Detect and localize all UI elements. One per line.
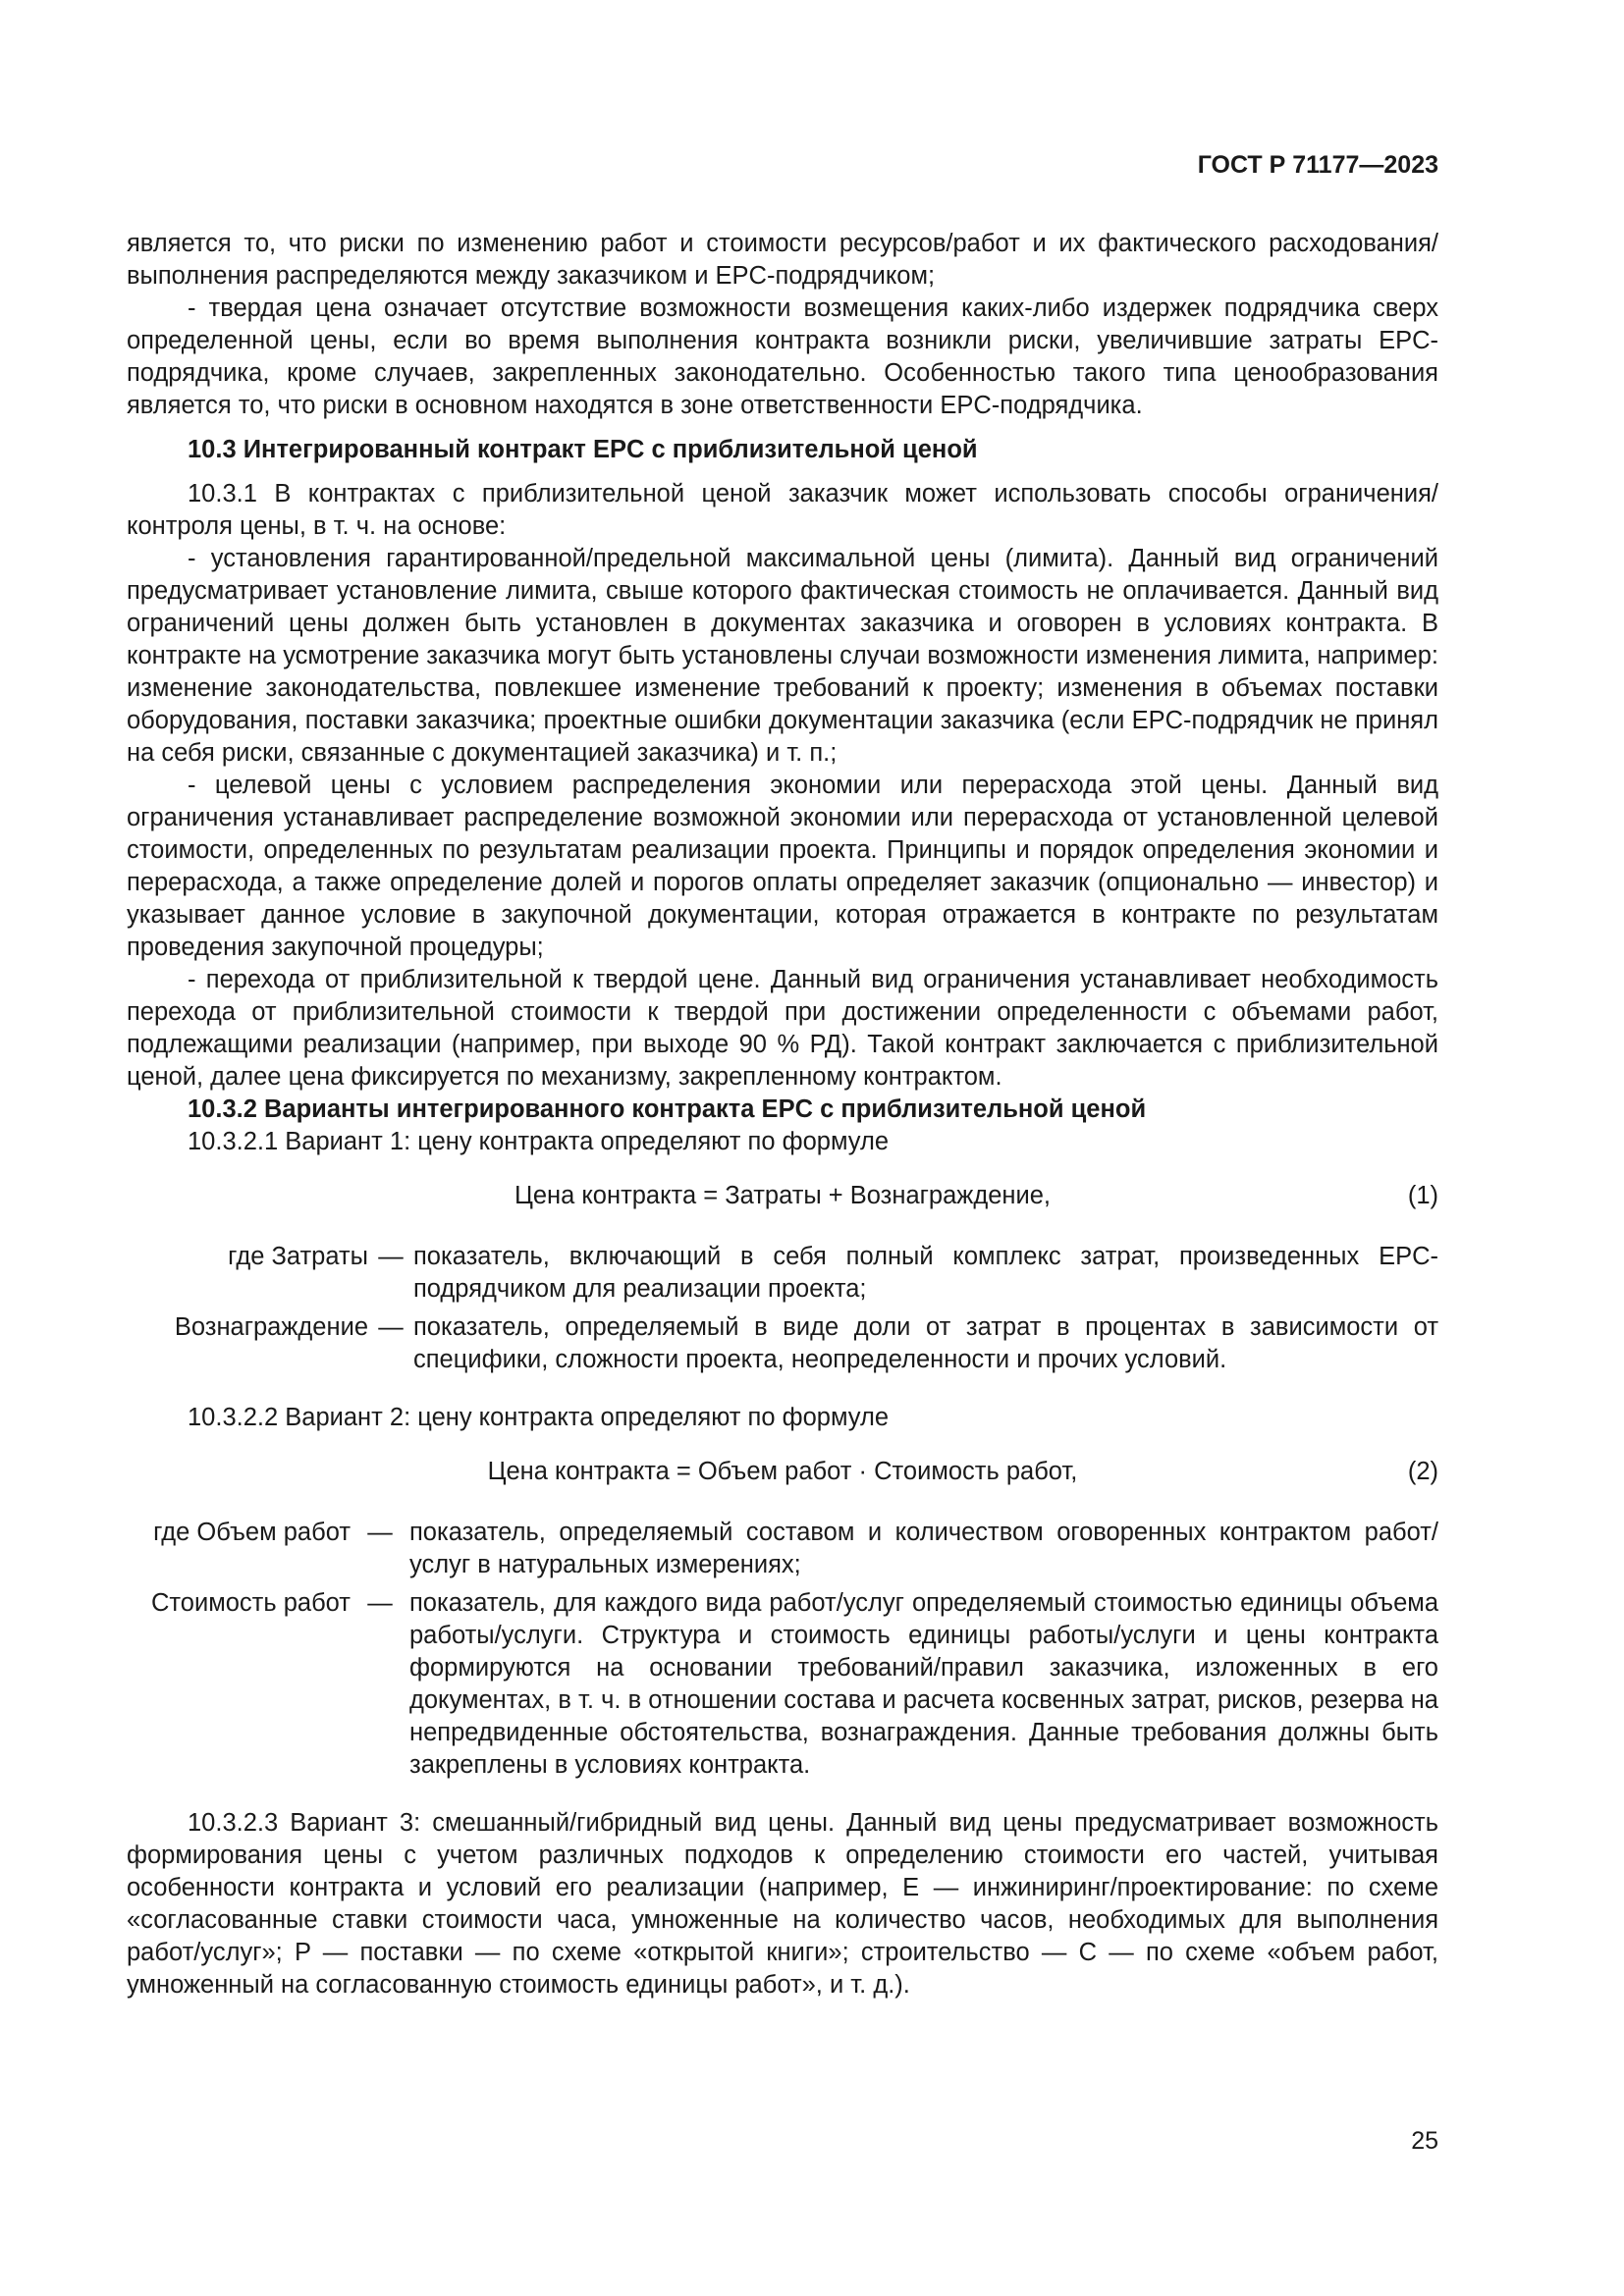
definition-text: показатель, включающий в себя полный комплекс затрат, произведенных EPC-подрядчиком для реализации проекта; (413, 1243, 1438, 1303)
spacer (127, 1788, 1438, 1807)
page-number: 25 (1411, 2127, 1438, 2155)
definition-row (127, 1241, 1438, 1306)
formula-2-definitions (127, 1517, 1438, 1782)
definition-row (127, 1517, 1438, 1581)
definition-dash: — (367, 1589, 393, 1617)
bullet-item: - целевой цены с условием распределения экономии или перерасхода этой цены. Данный вид ограничения устанавливает распределение возможной экономии или перерасхода от установленной целевой стоимости, определенных по результатам реализации проекта. Принципы и порядок определения экономии и перерасхода, а также определение долей и порогов оплаты определяет заказчик (опционально — инвестор) и указывает данное условие в закупочной документации, которая отражается в контракте по результатам проведения закупочной процедуры; (127, 772, 1438, 961)
definition-row (127, 1311, 1438, 1376)
definition-term: где Объем работ (153, 1519, 351, 1546)
definition-dash: — (378, 1313, 404, 1341)
definition-text: показатель, для каждого вида работ/услуг определяемый стоимостью единицы объема работы/услуги. Структура и стоимость единицы работы/услуги и цены контракта формируются на основании требований/правил заказчика, изложенных в его документах, в т. ч. в отношении состава и расчета косвенных затрат, рисков, резерва на непредвиденные обстоятельства, вознаграждения. Данные требования должны быть закреплены в условиях контракта. (409, 1589, 1438, 1779)
definition-text: показатель, определяемый составом и количеством оговоренных контрактом работ/услуг в натуральных измерениях; (409, 1519, 1438, 1578)
formula-1 (127, 1180, 1438, 1215)
paragraph-10-3-2-3: 10.3.2.3 Вариант 3: смешанный/гибридный вид цены. Данный вид цены предусматривает возможность формирования цены с учетом различных подходов к определению стоимости его частей, учитывая особенности контракта и условий его реализации (например, E — инжиниринг/проектирование: по схеме «согласованные ставки стоимости часа, умноженные на количество часов, необходимых для выполнения работ/услуг»; P — поставки — по схеме «открытой книги»; строительство — C — по схеме «объем работ, умноженный на согласованную стоимость единицы работ», и т. д.). (127, 1809, 1438, 1999)
definition-row (127, 1587, 1438, 1782)
paragraph: - твердая цена означает отсутствие возможности возмещения каких-либо издержек подрядчика сверх определенной цены, если во время выполнения контракта возникли риски, увеличившие затраты EPC-подрядчика, кроме случаев, закрепленных законодательно. Особенностью такого типа ценообразования является то, что риски в основном находятся в зоне ответственности EPC-подрядчика. (127, 294, 1438, 419)
bullet-item: - установления гарантированной/предельной максимальной цены (лимита). Данный вид ограничений предусматривает установление лимита, свыше которого фактическая стоимость не оплачивается. Данный вид ограничений цены должен быть установлен в документах заказчика и оговорен в условиях контракта. В контракте на усмотрение заказчика могут быть установлены случаи возможности изменения лимита, например: изменение законодательства, повлекшее изменение требований к проекту; изменения в объемах поставки оборудования, поставки заказчика; проектные ошибки документации заказчика (если EPC-подрядчик не принял на себя риски, связанные с документацией заказчика) и т. п.; (127, 545, 1438, 767)
formula-number: (1) (1407, 1182, 1438, 1209)
formula-1-definitions (127, 1241, 1438, 1376)
page-content (127, 228, 1438, 2002)
definition-dash: — (378, 1243, 404, 1270)
paragraph-10-3-2-2: 10.3.2.2 Вариант 2: цену контракта определяют по формуле (188, 1404, 890, 1431)
formula-number: (2) (1407, 1458, 1438, 1485)
definition-term: Стоимость работ (150, 1589, 351, 1617)
section-heading-10-3: 10.3 Интегрированный контракт EPC с приблизительной ценой (188, 436, 978, 463)
paragraph-10-3-2-1: 10.3.2.1 Вариант 1: цену контракта определяют по формуле (188, 1128, 890, 1155)
paragraph-10-3-1: 10.3.1 В контрактах с приблизительной ценой заказчик может использовать способы ограничения/контроля цены, в т. ч. на основе: (127, 480, 1438, 540)
formula-2 (127, 1456, 1438, 1491)
spacer (127, 1382, 1438, 1402)
formula-expression: Цена контракта = Объем работ · Стоимость работ, (487, 1458, 1078, 1485)
bullet-item: - перехода от приблизительной к твердой цене. Данный вид ограничения устанавливает необходимость перехода от приблизительной стоимости к твердой при достижении определенности с объемами работ, подлежащими реализации (например, при выходе 90 % РД). Такой контракт заключается с приблизительной ценой, далее цена фиксируется по механизму, закрепленному контрактом. (127, 966, 1438, 1091)
section-heading-10-3-2: 10.3.2 Варианты интегрированного контракта EPC с приблизительной ценой (188, 1095, 1147, 1123)
document-code: ГОСТ Р 71177—2023 (1197, 151, 1438, 179)
definition-text: показатель, определяемый в виде доли от затрат в процентах в зависимости от специфики, сложности проекта, неопределенности и прочих условий. (413, 1313, 1438, 1373)
definition-term: где Затраты (228, 1243, 368, 1270)
definition-term: Вознаграждение (174, 1313, 368, 1341)
paragraph: является то, что риски по изменению работ и стоимости ресурсов/работ и их фактического расходования/выполнения распределяются между заказчиком и EPC-подрядчиком; (127, 230, 1438, 290)
formula-expression: Цена контракта = Затраты + Вознаграждение, (514, 1182, 1052, 1209)
definition-dash: — (367, 1519, 393, 1546)
